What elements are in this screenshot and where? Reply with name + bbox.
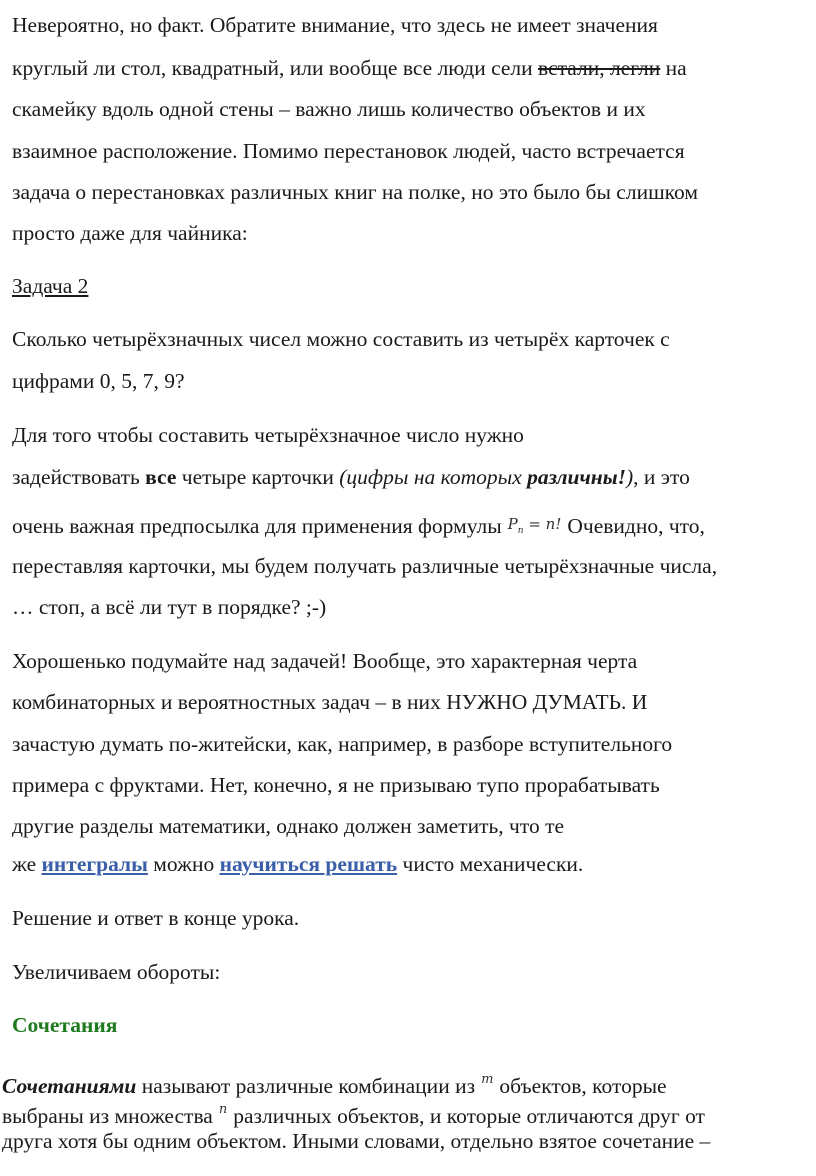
text: скамейку вдоль одной стены – важно лишь количество объектов и их	[12, 97, 646, 121]
paragraph-line	[12, 511, 705, 544]
formula-subscript: n	[517, 526, 524, 536]
paragraph-line	[12, 731, 672, 757]
paragraph-line	[12, 553, 717, 579]
paragraph-line	[12, 138, 685, 164]
bold-italic-text: Сочетаниями	[2, 1074, 137, 1098]
text: Увеличиваем обороты:	[12, 960, 221, 984]
text: взаимное расположение. Помимо перестановок людей, часто встречается	[12, 139, 685, 163]
variable-n: n	[218, 1102, 228, 1117]
text: выбраны из множества	[2, 1104, 213, 1128]
paragraph-line	[12, 179, 698, 205]
text: друга хотя бы одним объектом. Иными словами, отдельно взятое сочетание –	[2, 1129, 711, 1153]
paragraph-line	[12, 326, 670, 352]
formula-symbol: P	[507, 515, 518, 533]
paragraph-line	[12, 772, 660, 798]
text: различных объектов, и которые отличаются друг от	[233, 1104, 705, 1128]
text: комбинаторных и вероятностных задач – в них НУЖНО ДУМАТЬ. И	[12, 690, 648, 714]
bold-text: все	[145, 465, 177, 489]
text: зачастую думать по-житейски, как, например, в разборе вступительного	[12, 732, 673, 756]
text: Хорошенько подумайте над задачей! Вообще, это характерная черта	[12, 649, 638, 673]
text: задача о перестановках различных книг на полке, но это было бы слишком	[12, 180, 698, 204]
text: примера с фруктами. Нет, конечно, я не призываю тупо прорабатывать	[12, 773, 660, 797]
text: чисто механически.	[397, 852, 584, 876]
paragraph-line	[2, 1128, 710, 1154]
italic-text: (цифры на которых	[339, 465, 528, 489]
paragraph-line	[12, 905, 299, 931]
text: объектов, которые	[499, 1074, 667, 1098]
integrals-link[interactable]: интегралы	[41, 852, 148, 876]
text: переставляя карточки, мы будем получать различные четырёхзначные числа,	[12, 554, 718, 578]
text: круглый ли стол, квадратный, или вообще все люди сели	[12, 56, 539, 80]
paragraph-line	[12, 368, 185, 394]
learn-to-solve-link[interactable]: научиться решать	[219, 852, 398, 876]
text: четыре карточки	[176, 465, 340, 489]
text: можно	[147, 852, 220, 876]
text: называют различные комбинации из	[136, 1074, 476, 1098]
text: Решение и ответ в конце урока.	[12, 906, 300, 930]
paragraph-line	[12, 689, 647, 715]
section-heading: Сочетания	[12, 1013, 118, 1037]
text: другие разделы математики, однако должен заметить, что те	[12, 814, 565, 838]
paragraph-line	[12, 648, 637, 674]
paragraph-line	[12, 464, 690, 490]
text: , и это	[633, 465, 690, 489]
text: Очевидно, что,	[567, 514, 705, 538]
text: Сколько четырёхзначных чисел можно составить из четырёх карточек с	[12, 327, 670, 351]
text: Для того чтобы составить четырёхзначное число нужно	[12, 423, 524, 447]
paragraph-line	[12, 594, 326, 620]
paragraph-line	[12, 813, 564, 839]
text: задействовать	[12, 465, 146, 489]
formula-rest: = n!	[523, 515, 562, 533]
italic-text: )	[625, 465, 634, 489]
struck-text: встали, легли	[538, 56, 661, 80]
permutation-formula	[508, 511, 562, 544]
text: цифрами 0, 5, 7, 9?	[12, 369, 185, 393]
variable-m: m	[481, 1072, 494, 1087]
text: Невероятно, но факт. Обратите внимание, что здесь не имеет значения	[12, 13, 658, 37]
paragraph-line	[12, 55, 687, 81]
text: … стоп, а всё ли тут в порядке? ;-)	[12, 595, 327, 619]
paragraph-line	[2, 1067, 667, 1099]
paragraph-line	[12, 422, 524, 448]
text: очень важная предпосылка для применения формулы	[12, 514, 502, 538]
text: на	[660, 56, 687, 80]
paragraph-line	[12, 959, 220, 985]
bold-italic-text: различны!	[527, 465, 626, 489]
paragraph-line	[12, 851, 583, 877]
paragraph-line	[12, 96, 646, 122]
paragraph-line	[12, 220, 248, 246]
task-heading: Задача 2	[12, 274, 89, 298]
paragraph-line	[12, 12, 658, 38]
text: просто даже для чайника:	[12, 221, 248, 245]
text: же	[12, 852, 42, 876]
paragraph-line	[2, 1097, 705, 1129]
